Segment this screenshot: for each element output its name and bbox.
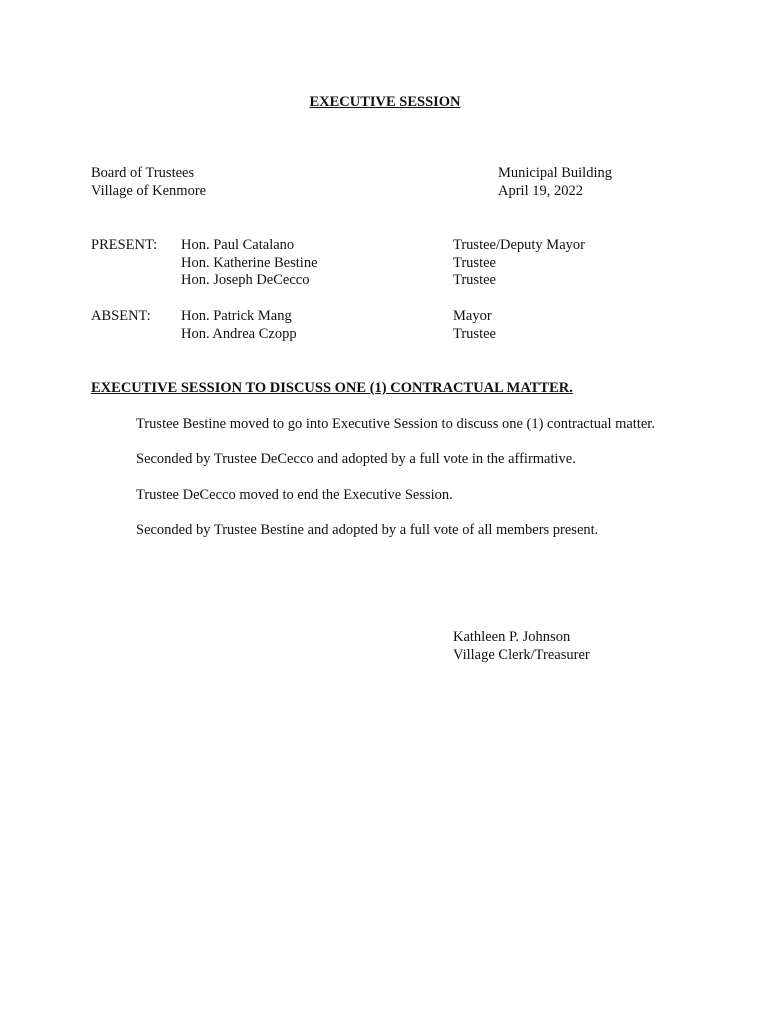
present-role: Trustee/Deputy Mayor [453, 237, 585, 253]
header-right [498, 165, 612, 200]
absent-role: Trustee [453, 325, 496, 342]
present-names [181, 237, 318, 290]
board-name: Board of Trustees [91, 165, 195, 181]
absent-name: Hon. Patrick Mang [181, 308, 292, 324]
page-title: EXECUTIVE SESSION [309, 94, 461, 110]
present-label: PRESENT: [91, 237, 158, 253]
present-name: Hon. Joseph DeCecco [181, 272, 310, 288]
absent-name: Hon. Andrea Czopp [181, 325, 297, 342]
paragraph: Trustee DeCecco moved to end the Executive Session. [136, 487, 453, 503]
present-role: Trustee [453, 254, 496, 271]
signatory-title: Village Clerk/Treasurer [453, 646, 590, 663]
absent-label: ABSENT: [91, 308, 151, 324]
signature-block [453, 629, 590, 664]
present-name: Hon. Paul Catalano [181, 237, 295, 253]
absent-names [181, 308, 297, 343]
header-left [91, 165, 206, 200]
paragraph: Trustee Bestine moved to go into Executive Session to discuss one (1) contractual matter. [136, 416, 655, 432]
paragraph: Seconded by Trustee Bestine and adopted by a full vote of all members present. [136, 522, 599, 538]
meeting-date: April 19, 2022 [498, 182, 583, 199]
signatory-name: Kathleen P. Johnson [453, 629, 571, 645]
paragraph: Seconded by Trustee DeCecco and adopted by a full vote in the affirmative. [136, 451, 576, 467]
section-heading: EXECUTIVE SESSION TO DISCUSS ONE (1) CONTRACTUAL MATTER. [91, 380, 573, 396]
village-name: Village of Kenmore [91, 182, 207, 199]
present-name: Hon. Katherine Bestine [181, 254, 318, 271]
absent-roles [453, 308, 496, 343]
present-roles [453, 237, 585, 290]
present-role: Trustee [453, 272, 496, 288]
absent-role: Mayor [453, 308, 492, 324]
meeting-location: Municipal Building [498, 165, 612, 181]
